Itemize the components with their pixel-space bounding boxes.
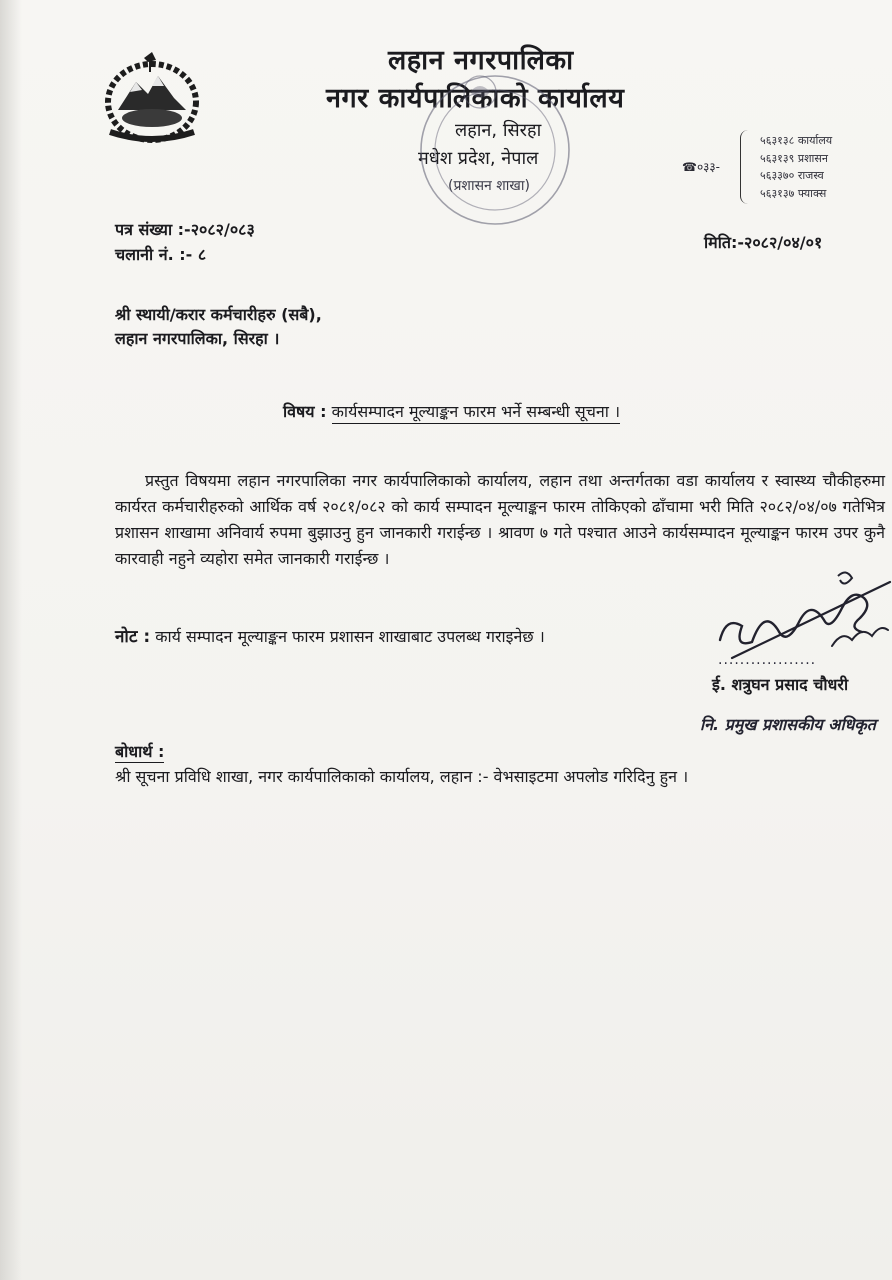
note-label: नोट : (115, 627, 151, 647)
recipient-line-2: लहान नगरपालिका, सिरहा । (115, 329, 280, 348)
office-name: नगर कार्यपालिकाको कार्यालय (326, 83, 625, 114)
phone-brace (740, 130, 751, 204)
note-line (115, 624, 545, 647)
cc-text: श्री सूचना प्रविधि शाखा, नगर कार्यपालिकाको कार्यालय, लहान :- वेभसाइटमा अपलोड गरिदिनु हुन । (115, 767, 689, 786)
recipient-line-1: श्री स्थायी/करार कर्मचारीहरु (सबै), (115, 305, 322, 324)
signatory-title: नि. प्रमुख प्रशासकीय अधिकृत (700, 715, 876, 734)
phone-line: ५६३१३९ प्रशासन (760, 151, 828, 165)
cc-label: बोधार्थ : (115, 742, 165, 761)
subject-text: कार्यसम्पादन मूल्याङ्कन फारम भर्ने सम्बन्धी सूचना । (332, 402, 620, 424)
letter-date: मिति:-२०८२/०४/०१ (704, 233, 823, 252)
phone-list (760, 132, 832, 202)
dispatch-number: चलानी नं. :- ८ (115, 245, 207, 264)
signature-dotted-line: .................. (718, 652, 817, 668)
office-seal-icon (410, 62, 580, 232)
letter-body: प्रस्तुत विषयमा लहान नगरपालिका नगर कार्यपालिकाको कार्यालय, लहान तथा अन्तर्गतका वडा कार्यालय र स्वास्थ्य चौकीहरुमा कार्यरत कर्मचारीहरुको आर्थिक वर्ष २०८१/०८२ को कार्य सम्पादन मूल्याङ्कन फारम तोकिएको ढाँचामा भरी मिति २०८२/०४/०७ गतेभित्र प्रशासन शाखामा अनिवार्य रुपमा बुझाउनु हुन जानकारी गराईन्छ । श्रावण ७ गते पश्चात आउने कार्यसम्पादन मूल्याङ्कन फारम उपर कुनै कारवाही नहुने व्यहोरा समेत जानकारी गराईन्छ । (115, 471, 885, 568)
signatory-name: ई. शत्रुघन प्रसाद चौधरी (712, 675, 849, 694)
office-branch: (प्रशासन शाखा) (448, 178, 530, 194)
page-edge-shadow (0, 0, 22, 1280)
phone-area-code: ☎०३३- (682, 160, 720, 174)
municipality-name: लहान नगरपालिका (388, 45, 574, 76)
subject-label: विषय : (283, 402, 327, 421)
office-province: मधेश प्रदेश, नेपाल (418, 148, 539, 169)
letter-number: पत्र संख्या :-२०८२/०८३ (115, 220, 255, 239)
phone-contacts (682, 130, 882, 210)
phone-line: ५६३१३७ फ्याक्स (760, 186, 827, 200)
note-text: कार्य सम्पादन मूल्याङ्कन फारम प्रशासन शाखाबाट उपलब्ध गराइनेछ । (155, 627, 545, 646)
phone-line: ५६३३७० राजस्व (760, 169, 824, 182)
phone-line: ५६३१३८ कार्यालय (760, 134, 833, 147)
subject-line (283, 400, 620, 422)
nepal-emblem-icon (96, 50, 208, 146)
office-location: लहान, सिरहा (455, 120, 542, 141)
